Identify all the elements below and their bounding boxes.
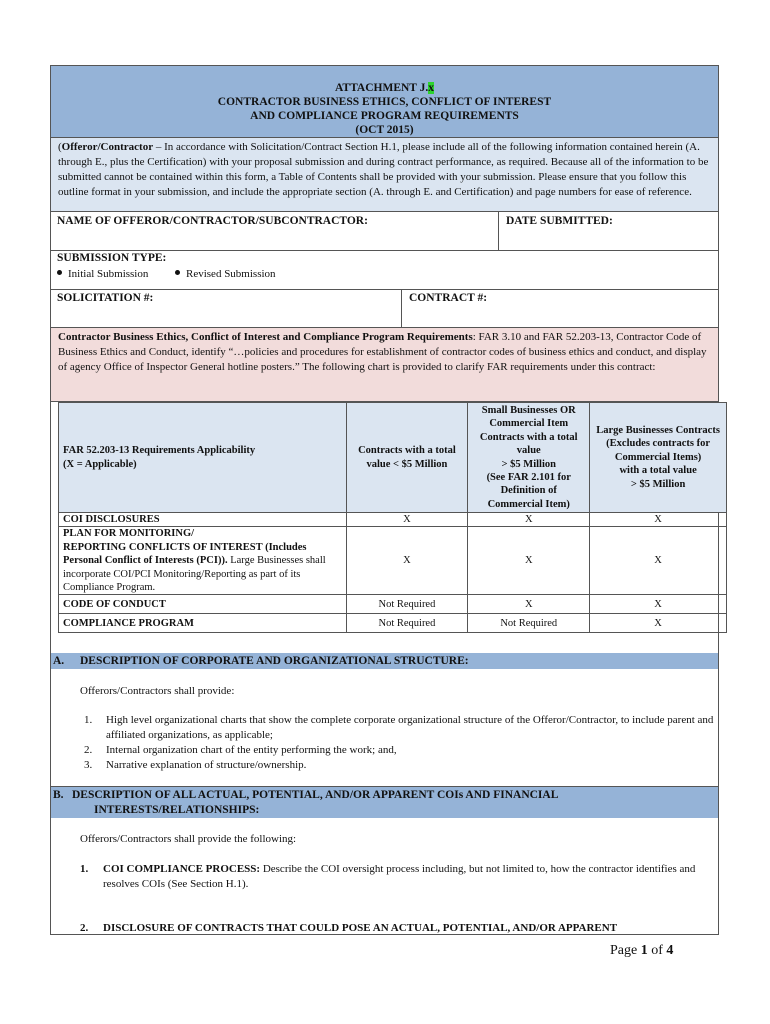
form-title-line-2: CONTRACTOR BUSINESS ETHICS, CONFLICT OF INTEREST [217, 96, 552, 108]
section-a-header [51, 653, 718, 669]
cell: Not Required [468, 614, 590, 633]
attachment-title: ATTACHMENT J.x [334, 82, 435, 94]
highlighted-placeholder: x [428, 82, 435, 94]
section-a-item: 2. Internal organization chart of the entity performing the work; and, [84, 744, 397, 756]
row-label-cell [59, 527, 347, 595]
header-under-5m: Contracts with a total value < $5 Million [346, 403, 468, 513]
requirements-title: Contractor Business Ethics, Conflict of Interest and Compliance Program Requirements [58, 331, 473, 343]
cell: X [468, 595, 590, 614]
table-row [59, 513, 727, 527]
row-label: CODE OF CONDUCT [59, 595, 347, 614]
section-a-item: 1. High level organizational charts that show the complete corporate organizational structure of the Offeror/Contractor, to include parent and affiliated organizations, as applicable; [84, 714, 714, 741]
section-b-header [51, 787, 718, 818]
intro-lead: Offeror/Contractor [61, 141, 154, 153]
section-b-intro: Offerors/Contractors shall provide the following: [80, 833, 297, 845]
table-row [59, 595, 727, 614]
header-small-business: Small Businesses OR Commercial Item Contracts with a total value > $5 Million (See FAR 2.101 for Definition of Commercial Item) [468, 403, 590, 513]
option-initial[interactable]: Initial Submission [57, 268, 148, 280]
section-a-item: 3. Narrative explanation of structure/ownership. [84, 759, 307, 771]
option-revised[interactable]: Revised Submission [175, 268, 276, 280]
row-label: PLAN FOR MONITORING/ REPORTING CONFLICTS OF INTEREST (Includes Personal Conflict of Interests (PCI)). [63, 528, 307, 567]
divider [498, 212, 499, 250]
divider [401, 290, 402, 327]
cell: Not Required [346, 614, 468, 633]
section-b-item: 1. COI COMPLIANCE PROCESS: Describe the COI oversight process including, but not limited to, how the contractor identifies and resolves COIs (See Section H.1). [80, 863, 696, 890]
cell: X [468, 513, 590, 527]
solicitation-contract-row [51, 290, 718, 328]
form-date: (OCT 2015) [355, 124, 414, 136]
item-title: COI COMPLIANCE PROCESS: [103, 863, 261, 875]
section-a-title: DESCRIPTION OF CORPORATE AND ORGANIZATIONAL STRUCTURE: [80, 655, 469, 667]
section-b-item: 2. DISCLOSURE OF CONTRACTS THAT COULD POSE AN ACTUAL, POTENTIAL, AND/OR APPARENT [80, 922, 618, 934]
requirements-table [58, 402, 727, 633]
row-label: COI DISCLOSURES [59, 513, 347, 527]
bullet-icon [175, 270, 180, 275]
intro-text: – In accordance with Solicitation/Contract Section H.1, please include all of the following information contained herein (A. through E., plus the Certification) with your proposal submission and during contract performance, as required. Because all of the information to be submitted cannot be contained within this form, a Table of Contents shall be provided with your submission. Please ensure that you follow this outline format in your submission, and include the appropriate section (A. through E. and Certification) and page numbers for ease of reference. [58, 141, 709, 198]
table-header-row [59, 403, 727, 513]
date-label: DATE SUBMITTED: [506, 215, 613, 227]
table-row [59, 614, 727, 633]
name-label: NAME OF OFFEROR/CONTRACTOR/SUBCONTRACTOR: [57, 215, 368, 227]
form-header [51, 66, 718, 138]
row-label: COMPLIANCE PROGRAM [59, 614, 347, 633]
submission-type-label: SUBMISSION TYPE: [57, 252, 167, 264]
cell: X [590, 513, 727, 527]
cell: Not Required [346, 595, 468, 614]
requirements-intro [51, 328, 718, 402]
cell: X [590, 527, 727, 595]
cell: X [590, 595, 727, 614]
cell: X [590, 614, 727, 633]
cell: X [468, 527, 590, 595]
header-applicability: FAR 52.203-13 Requirements Applicability (X = Applicable) [59, 403, 347, 513]
page-number: Page 1 of 4 [610, 943, 674, 958]
solicitation-label: SOLICITATION #: [57, 292, 154, 304]
bullet-icon [57, 270, 62, 275]
section-a-intro: Offerors/Contractors shall provide: [80, 685, 235, 697]
cell: X [346, 513, 468, 527]
header-large-business: Large Businesses Contracts (Excludes contracts for Commercial Items) with a total value > $5 Million [590, 403, 727, 513]
contract-label: CONTRACT #: [409, 292, 488, 304]
section-a-letter: A. [53, 655, 65, 667]
submission-type-row [51, 251, 718, 290]
row-note: Large Businesses shall incorporate COI/PCI Monitoring/Reporting as part of its Compliance Program. [63, 555, 326, 594]
section-b-title-2: INTERESTS/RELATIONSHIPS: [94, 804, 260, 816]
intro-instructions: (Offeror/Contractor – In accordance with Solicitation/Contract Section H.1, please include all of the following information contained herein (A. through E., plus the Certification) with your proposal submission and during contract performance, as required. Because all of the information to be submitted cannot be contained within this form, a Table of Contents shall be provided with your submission. Please ensure that you follow this outline format in your submission, and include the appropriate section (A. through E. and Certification) and page numbers for ease of reference. [51, 138, 718, 212]
table-row [59, 527, 727, 595]
requirements-text: : FAR 3.10 and FAR 52.203-13, Contractor Code of Business Ethics and Conduct, identify “…policies and procedures for establishment of contractor codes of business ethics and conduct, and display of agency Office of Inspector General hotline posters.” The following chart is provided to clarify FAR requirements under this contract: [58, 331, 707, 373]
section-b-title-1: DESCRIPTION OF ALL ACTUAL, POTENTIAL, AND/OR APPARENT COIs AND FINANCIAL [72, 789, 559, 801]
form-title-line-3: AND COMPLIANCE PROGRAM REQUIREMENTS [250, 110, 519, 122]
cell: X [346, 527, 468, 595]
name-date-row [51, 212, 718, 251]
section-b-letter: B. [53, 789, 64, 801]
